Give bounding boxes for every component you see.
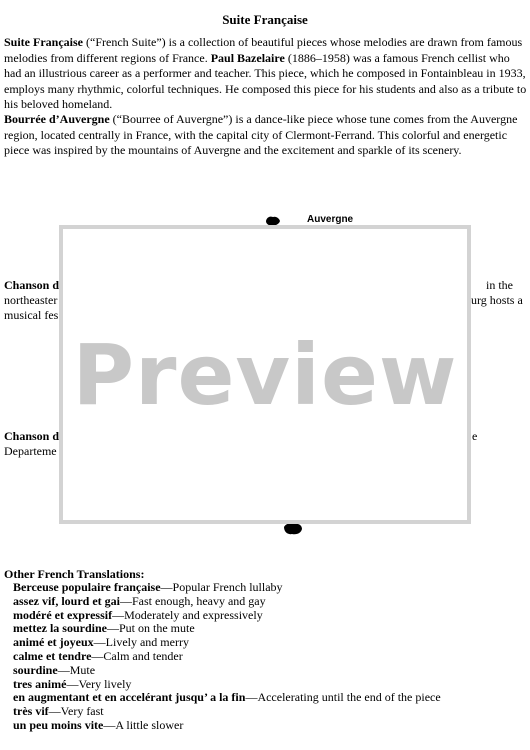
bourree-title: Bourrée d’Auvergne: [4, 112, 110, 126]
translation-item: [13, 664, 441, 678]
preview-watermark-text: Preview: [72, 325, 458, 424]
translation-french-term: modéré et expressif: [13, 607, 113, 622]
intro-paragraph: [4, 35, 528, 113]
translation-french-term: très vif: [13, 704, 49, 719]
translation-english-meaning: —Very fast: [48, 704, 104, 719]
translation-french-term: mettez la sourdine: [13, 621, 107, 636]
translation-french-term: tres animé: [13, 676, 67, 691]
translation-french-term: calme et tendre: [13, 648, 92, 663]
translation-item: [13, 705, 441, 719]
translation-item: [13, 609, 441, 623]
other-translations-heading: Other French Translations:: [4, 567, 145, 581]
translation-english-meaning: —Calm and tender: [91, 648, 183, 663]
bourree-paragraph: [4, 112, 528, 159]
translation-french-term: animé et joyeux: [13, 635, 94, 650]
chanson-2-line1-end: e: [472, 429, 478, 443]
chanson-2-lead: Chanson d: [4, 429, 60, 443]
bourree-text: (“Bourree of Auvergne”) is a dance-like piece whose tune comes from the Auvergne region, located centrally in France, with the capital city of Clermont-Ferrand. This colorful and energetic piece was inspired by the mountains of Auvergne and the excitement and sparkle of its scenery.: [4, 112, 518, 157]
translation-item: [13, 636, 441, 650]
translation-item: [13, 678, 441, 692]
translation-item: [13, 622, 441, 636]
translation-english-meaning: —Moderately and expressively: [112, 607, 263, 622]
chanson-1-line2-end: urg hosts a: [471, 293, 523, 307]
translation-english-meaning: —Lively and merry: [93, 635, 189, 650]
translation-french-term: sourdine: [13, 662, 58, 677]
composer-name: Paul Bazelaire: [210, 50, 285, 65]
translation-item: [13, 595, 441, 609]
translation-english-meaning: —Fast enough, heavy and gay: [120, 593, 266, 608]
translation-french-term: un peu moins vite: [13, 717, 104, 732]
translation-english-meaning: —Popular French lullaby: [160, 580, 283, 594]
translation-french-term: assez vif, lourd et gai: [13, 593, 120, 608]
chanson-1-line1-end: in the: [486, 278, 513, 292]
translation-item: [13, 581, 441, 595]
suite-name: Suite Française: [4, 35, 83, 49]
translation-english-meaning: —Accelerating until the end of the piece: [245, 690, 441, 705]
chanson-1-line2-start: northeaster: [4, 293, 58, 307]
translation-english-meaning: —A little slower: [103, 717, 184, 732]
translation-english-meaning: —Put on the mute: [106, 621, 195, 636]
chanson-1-line3-start: musical fes: [4, 308, 59, 322]
translation-item: [13, 691, 441, 705]
map-region-mark-lower: [283, 522, 303, 536]
preview-watermark-box: [59, 225, 471, 524]
chanson-1-lead: Chanson d: [4, 278, 60, 292]
translations-list: [13, 581, 441, 733]
translation-english-meaning: —Mute: [57, 662, 96, 677]
chanson-2-line2-start: Departeme: [4, 444, 57, 458]
intro-text-1: (“French Suite”) is a collection of beautiful pieces whose melodies are drawn from famous melodies from different regions of France.: [4, 35, 523, 65]
translation-french-term: Berceuse populaire française: [13, 580, 161, 594]
translation-item: [13, 650, 441, 664]
map-label-auvergne: Auvergne: [307, 214, 354, 225]
translation-item: [13, 719, 441, 733]
page-title: Suite Française: [222, 12, 308, 27]
intro-text-2: (1886–1958) was a famous French cellist who had an illustrious career as a performer and teacher. This piece, which he composed in Fontainbleau in 1933, employs many rhythmic, colorful techniques. He composed this piece for his students and also as a tribute to his beloved homeland.: [4, 50, 527, 111]
translation-french-term: en augmentant et en accelérant jusqu’ a la fin: [13, 690, 246, 705]
translation-english-meaning: —Very lively: [66, 676, 132, 691]
